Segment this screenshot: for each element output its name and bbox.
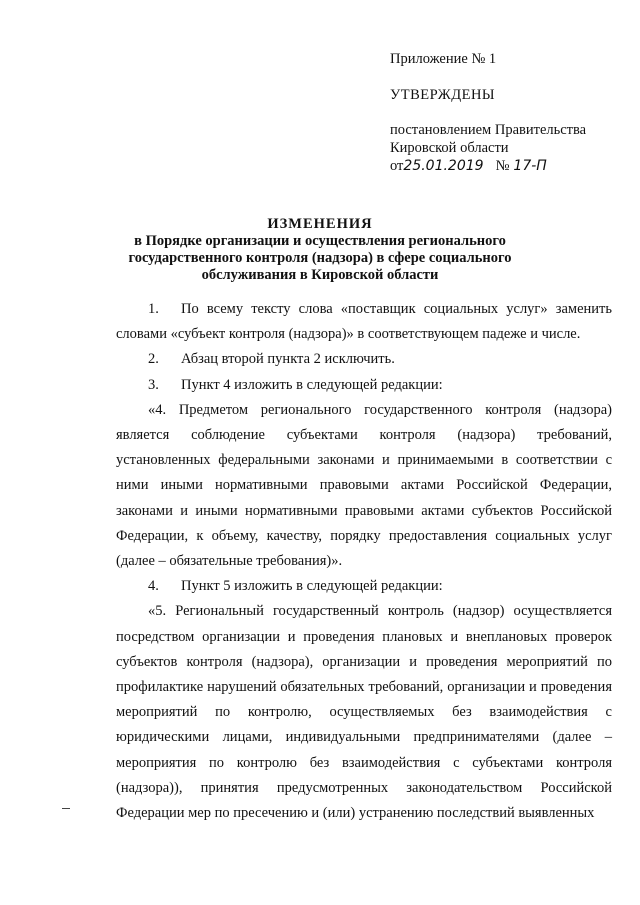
document-body — [116, 297, 612, 826]
item-4 — [116, 574, 612, 599]
title-line-2: в Порядке организации и осуществления регионального — [134, 233, 506, 249]
decree-from: от — [390, 158, 404, 174]
item-1 — [116, 297, 612, 347]
approved-label: УТВЕРЖДЕНЫ — [390, 87, 496, 103]
document-title — [110, 216, 530, 284]
item-text: Пункт 5 изложить в следующей редакции: — [181, 578, 443, 595]
margin-mark — [62, 808, 70, 809]
quoted-paragraph-5 — [116, 599, 612, 826]
item-3 — [116, 373, 612, 398]
item-2 — [116, 347, 612, 372]
item-number: 1. — [148, 301, 159, 317]
item-text: По всему тексту слова «поставщик социальных услуг» заменить словами «субъект контроля (надзора)» в соответствующем падеже и числе. — [116, 301, 612, 343]
item-number: 3. — [148, 376, 159, 393]
decree-number-handwritten: 17-П — [513, 158, 547, 174]
appendix-label: Приложение № 1 — [390, 51, 497, 67]
item-text: «5. Региональный государственный контроль (надзор) осуществляется посредством организации и проведения плановых и внеплановых проверок субъектов контроля (надзора), организации и проведения мероприятий по профилактике нарушений обязательных требований, организации и проведения мероприятий по контролю, осуществляемых без взаимодействия с юридическими лицами, индивидуальными предпринимателями (далее – мероприятия по контролю без взаимодействия с субъектами контроля (надзора)), принятия предусмотренных законодательством Российской Федерации мер по пресечению и (или) устранению последствий выявленных — [116, 603, 612, 822]
decree-date-handwritten: 25.01.2019 — [403, 158, 484, 174]
title-line-4: обслуживания в Кировской области — [201, 267, 439, 283]
item-text: Абзац второй пункта 2 исключить. — [181, 351, 395, 368]
title-line-3: государственного контроля (надзора) в сфере социального — [128, 250, 512, 266]
item-text: «4. Предметом регионального государственного контроля (надзора) является соблюдение субъектами контроля (надзора) требований, установленных федеральными законами и принимаемыми в соответствии с ними иными нормативными правовыми актами Российской Федерации, законами и иными нормативными правовыми актами субъектов Российской Федерации, к объему, качеству, порядку предоставления социальных услуг (далее – обязательные требования)». — [116, 401, 612, 570]
decree-line-2: Кировской области — [390, 140, 509, 156]
item-number: 4. — [148, 578, 159, 595]
decree-block — [390, 121, 586, 175]
title-line-1: ИЗМЕНЕНИЯ — [267, 216, 373, 232]
decree-date-line — [390, 157, 586, 175]
item-number: 2. — [148, 351, 159, 368]
quoted-paragraph-4 — [116, 398, 612, 574]
decree-line-1: постановлением Правительства — [390, 122, 587, 138]
item-text: Пункт 4 изложить в следующей редакции: — [181, 376, 443, 393]
decree-number-sign: № — [495, 158, 510, 174]
